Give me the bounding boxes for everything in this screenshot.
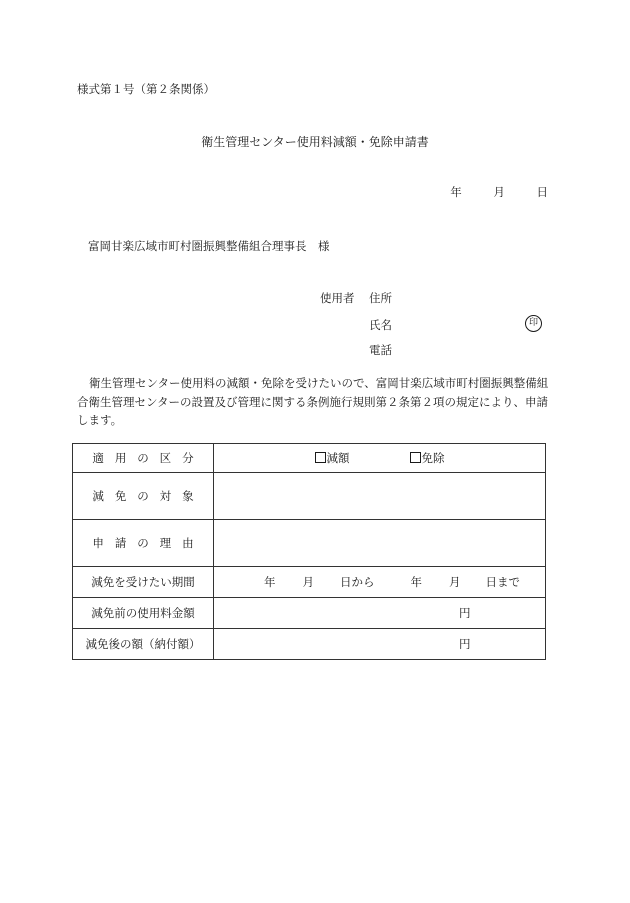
- category-label: 適用の区分: [73, 444, 214, 473]
- applicant-label: 使用者: [320, 291, 355, 305]
- category-options: [214, 444, 546, 473]
- target-label: 減免の対象: [73, 473, 214, 520]
- date-day-label: 日: [536, 185, 548, 199]
- address-label: 住所: [369, 291, 392, 305]
- date-year-label: 年: [450, 185, 462, 199]
- option-exemption[interactable]: 免除: [410, 450, 445, 466]
- body-text: 衛生管理センター使用料の減額・免除を受けたいので、富岡甘楽広域市町村圏振興整備組合衛生管理センターの設置及び管理に関する条例施行規則第２条第２項の規定により、申請します。: [77, 376, 549, 427]
- fee-before-label: 減免前の使用料金額: [73, 598, 214, 629]
- table-row-fee-before: [73, 598, 546, 629]
- seal-mark: 印: [525, 315, 542, 332]
- fee-before-field[interactable]: [214, 598, 546, 629]
- table-row-target: [73, 473, 546, 520]
- fee-after-label: 減免後の額（納付額）: [73, 629, 214, 660]
- period-from-month: 月: [302, 575, 314, 589]
- period-field[interactable]: [214, 567, 546, 598]
- exemption-checkbox[interactable]: [410, 452, 421, 463]
- date-month-label: 月: [493, 185, 505, 199]
- period-to-day: 日まで: [485, 575, 520, 589]
- fee-after-field[interactable]: [214, 629, 546, 660]
- table-row-category: [73, 444, 546, 473]
- period-label: 減免を受けたい期間: [73, 567, 214, 598]
- option-reduction[interactable]: 減額: [315, 450, 350, 466]
- period-from-day: 日から: [340, 575, 375, 589]
- period-from-year: 年: [264, 575, 276, 589]
- reason-field[interactable]: [214, 520, 546, 567]
- date-line: [420, 184, 548, 200]
- period-to-month: 月: [449, 575, 461, 589]
- application-table: [72, 443, 546, 660]
- fee-before-unit: 円: [459, 606, 471, 620]
- table-row-reason: [73, 520, 546, 567]
- addressee: 富岡甘楽広域市町村圏振興整備組合理事長 様: [88, 239, 330, 253]
- form-number: 様式第１号（第２条関係）: [77, 82, 215, 96]
- phone-label: 電話: [369, 343, 392, 357]
- reduction-checkbox[interactable]: [315, 452, 326, 463]
- table-row-period: [73, 567, 546, 598]
- reason-label: 申請の理由: [73, 520, 214, 567]
- target-field[interactable]: [214, 473, 546, 520]
- table-row-fee-after: [73, 629, 546, 660]
- name-label: 氏名: [369, 318, 392, 332]
- fee-after-unit: 円: [459, 637, 471, 651]
- period-to-year: 年: [410, 575, 422, 589]
- document-title: 衛生管理センター使用料減額・免除申請書: [201, 135, 429, 149]
